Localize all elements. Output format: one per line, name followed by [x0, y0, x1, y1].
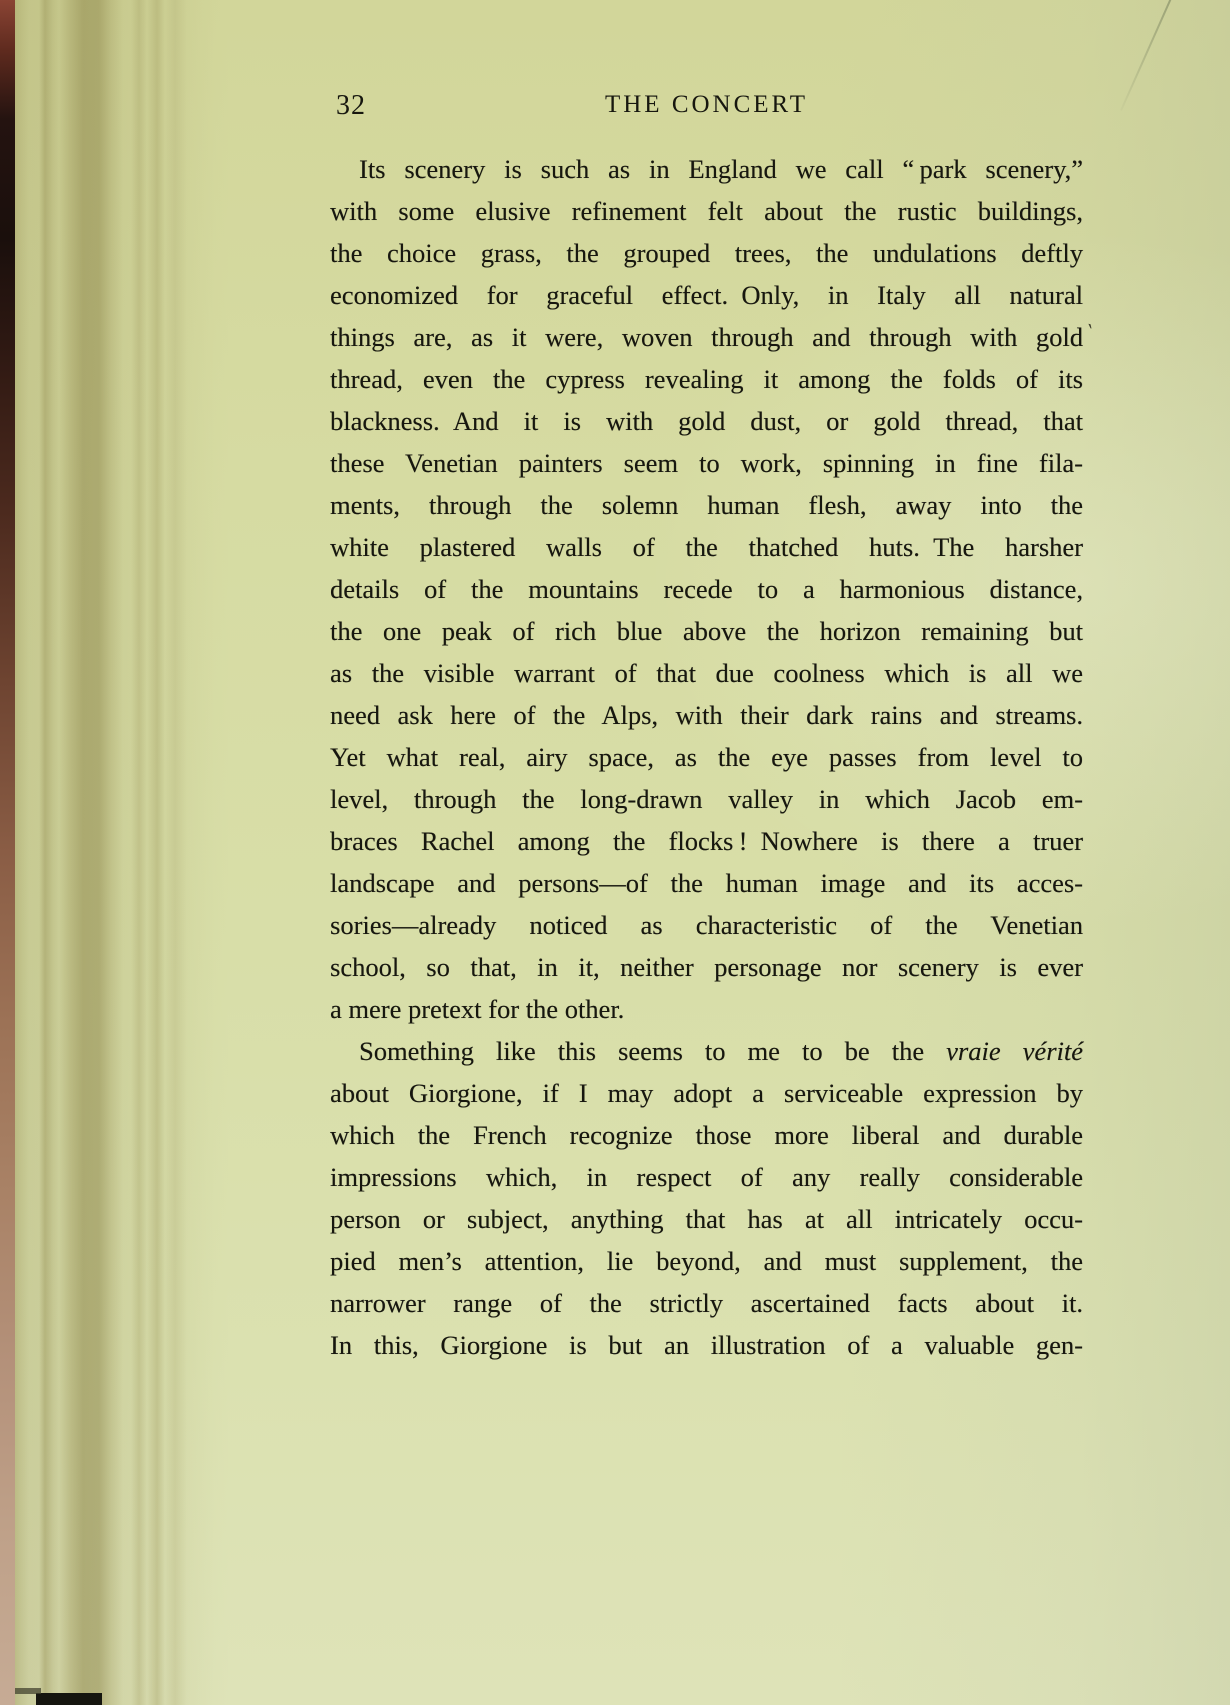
text-line: economized for graceful effect. Only, in Italy all natural	[330, 280, 1083, 310]
text-line: school, so that, in it, neither personage nor scenery is ever	[330, 952, 1083, 982]
text-line: Something like this seems to me to be the vraie vérité	[359, 1036, 1083, 1066]
page-header-row	[330, 88, 1083, 124]
text-line: thread, even the cypress revealing it among the folds of its	[330, 364, 1083, 394]
text-line: need ask here of the Alps, with their dark rains and streams.	[330, 700, 1083, 730]
text-line: braces Rachel among the flocks ! Nowhere is there a truer	[330, 826, 1083, 856]
text-line: sories—already noticed as characteristic of the Venetian	[330, 910, 1083, 940]
text-line: things are, as it were, woven through and through with gold	[330, 322, 1083, 352]
text-line: which the French recognize those more liberal and durable	[330, 1120, 1083, 1150]
text-line: ments, through the solemn human flesh, away into the	[330, 490, 1083, 520]
running-header: THE CONCERT	[604, 91, 809, 118]
text-line: these Venetian painters seem to work, spinning in fine fila-	[330, 448, 1083, 478]
paper-crease	[1120, 0, 1174, 111]
page-gutter	[15, 0, 215, 1705]
text-line: In this, Giorgione is but an illustration of a valuable gen-	[330, 1330, 1083, 1360]
text-line: a mere pretext for the other.	[330, 994, 625, 1024]
text-line: as the visible warrant of that due coolness which is all we	[330, 658, 1083, 688]
book-edge-strip	[0, 0, 15, 1705]
text-line: blackness. And it is with gold dust, or gold thread, that	[330, 406, 1083, 436]
text-line: Its scenery is such as in England we call “ park scenery,”	[359, 154, 1083, 184]
text-line: the one peak of rich blue above the horizon remaining but	[330, 616, 1083, 646]
text-line: with some elusive refinement felt about the rustic buildings,	[330, 196, 1083, 226]
scan-artifact-bar	[36, 1693, 102, 1705]
text-line: about Giorgione, if I may adopt a serviceable expression by	[330, 1078, 1083, 1108]
text-line: narrower range of the strictly ascertained facts about it.	[330, 1288, 1083, 1318]
scan-artifact-step	[15, 1688, 41, 1694]
text-line: the choice grass, the grouped trees, the undulations deftly	[330, 238, 1083, 268]
body-text	[330, 148, 1083, 1366]
text-line: Yet what real, airy space, as the eye passes from level to	[330, 742, 1083, 772]
text-line: landscape and persons—of the human image and its acces-	[330, 868, 1083, 898]
text-line: pied men’s attention, lie beyond, and must supplement, the	[330, 1246, 1083, 1276]
text-line: level, through the long-drawn valley in which Jacob em-	[330, 784, 1083, 814]
text-line: white plastered walls of the thatched huts. The harsher	[330, 532, 1083, 562]
text-line: details of the mountains recede to a harmonious distance,	[330, 574, 1083, 604]
ink-speck: ‵	[1083, 319, 1094, 346]
text-line: impressions which, in respect of any really considerable	[330, 1162, 1083, 1192]
page-number: 32	[336, 90, 366, 121]
text-line: person or subject, anything that has at all intricately occu-	[330, 1204, 1083, 1234]
page-content	[330, 88, 1083, 1366]
